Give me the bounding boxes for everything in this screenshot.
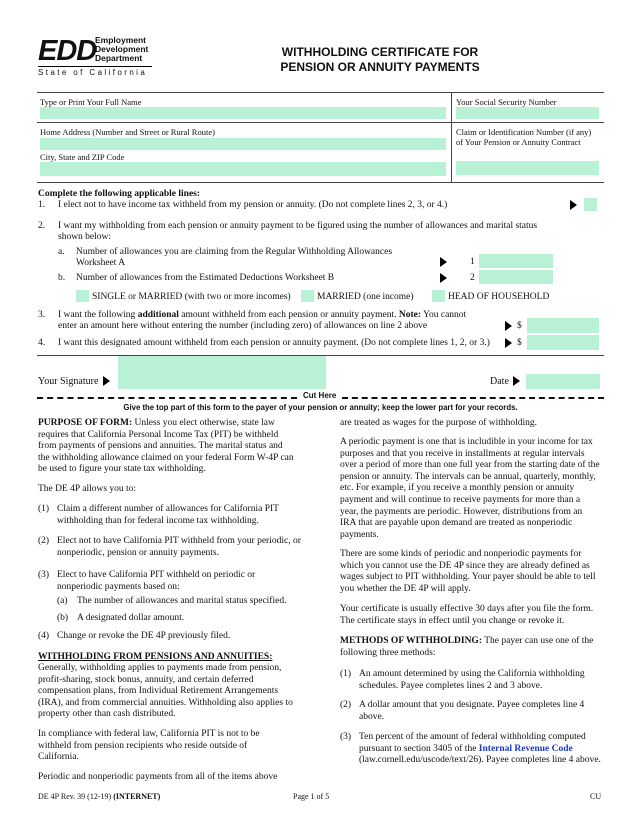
line-1-text: I elect not to have income tax withheld from my pension or annuity. (Do not complete lines 2, 3, or 4.)	[58, 200, 448, 210]
irc-link[interactable]: Internal Revenue Code	[478, 743, 573, 754]
ssn-label: Your Social Security Number	[456, 97, 557, 107]
line-3-additional: additional	[137, 310, 179, 320]
footer-code: CU	[590, 792, 602, 801]
date-label: Date	[490, 376, 509, 387]
item-3-number: (3)	[38, 570, 50, 580]
footer-form-id-text: DE 4P Rev. 39 (12-19)	[38, 792, 114, 801]
line-3-text-1	[58, 310, 466, 322]
line-4-amount-field[interactable]	[527, 335, 599, 350]
lines-heading: Complete the following applicable lines:	[38, 189, 201, 199]
footer-internet: (INTERNET)	[113, 792, 161, 801]
line-3-note: Note:	[398, 310, 422, 320]
footer-form-id	[38, 791, 160, 803]
city-label: City, State and ZIP Code	[40, 152, 125, 162]
edd-logo-rule	[38, 66, 152, 67]
allows-intro: The DE 4P allows you to:	[38, 484, 137, 494]
line-1-number: 1.	[38, 200, 46, 210]
withholding-heading: WITHHOLDING FROM PENSIONS AND ANNUITIES:	[38, 652, 273, 662]
method-2-text: A dollar amount that you designate. Payee completes line 4 above.	[359, 700, 585, 722]
line-3-mid: amount withheld from each pension or annuity payment.	[178, 310, 399, 320]
line-2a-letter: a.	[58, 247, 65, 257]
cut-here-label: Cut Here	[303, 391, 337, 400]
purpose-text: Unless you elect otherwise, state law requires that California Personal Income Tax (PIT) be withheld from payments of pensions and annuities. The marital status and the withholding allowance claimed on your federal Form W-4P can be used to figure your state tax withholding.	[38, 418, 294, 475]
method-3-number: (3)	[340, 732, 352, 742]
line-4-dollar: $	[517, 338, 522, 348]
line-2-text-2: shown below:	[58, 232, 112, 242]
grid-row-rule-1	[37, 122, 604, 123]
line-1-checkbox[interactable]	[584, 198, 597, 211]
line-2a-number: 1	[470, 257, 475, 267]
claim-field[interactable]	[456, 161, 599, 175]
ssn-field[interactable]	[456, 107, 599, 119]
date-arrow-icon	[513, 376, 520, 386]
line-2-text-1: I want my withholding from each pension or annuity payment to be figured using the number of allowances and marital status	[58, 221, 538, 231]
claim-label-1: Claim or Identification Number (if any)	[456, 127, 592, 137]
line-2b-arrow-icon	[440, 273, 447, 283]
status-single-checkbox[interactable]	[76, 290, 89, 302]
edd-dept-line-2: Development	[95, 44, 149, 54]
edd-state-line: State of California	[38, 68, 148, 77]
item-3-text: Elect to have California PIT withheld on periodic or nonperiodic payments based on:	[57, 570, 256, 592]
method-1-number: (1)	[340, 669, 352, 679]
status-married-label: MARRIED (one income)	[317, 292, 414, 302]
line-2a-allowances-field[interactable]	[479, 254, 553, 268]
cut-line-left	[37, 397, 297, 399]
line-4-text: I want this designated amount withheld from each pension or annuity payment. (Do not complete lines 1, 2, or 3.)	[58, 338, 490, 348]
purpose-heading: PURPOSE OF FORM:	[38, 418, 133, 428]
address-field[interactable]	[40, 138, 446, 150]
edd-dept-line-1: Employment	[95, 35, 147, 45]
methods-text: The payer can use one of the following three methods:	[340, 636, 594, 658]
line-2a-text-2: Worksheet A	[76, 258, 126, 268]
methods-paragraph	[340, 636, 602, 659]
city-field[interactable]	[40, 162, 446, 176]
status-single-label: SINGLE or MARRIED (with two or more incomes)	[92, 292, 291, 302]
edd-dept-line-3: Department	[95, 53, 143, 63]
grid-top-rule	[37, 92, 604, 93]
status-hoh-label: HEAD OF HOUSEHOLD	[448, 292, 550, 302]
grid-divider	[451, 92, 452, 182]
line-2b-text: Number of allowances from the Estimated Deductions Worksheet B	[76, 273, 335, 283]
line-3-arrow-icon	[505, 321, 512, 331]
status-married-checkbox[interactable]	[301, 290, 314, 302]
kinds-text: There are some kinds of periodic and nonperiodic payments for which you cannot use the DE 4P since they are already defined as wages subject to PIT withholding. Your payer should be able to tell you whether the DE 4P will apply.	[340, 549, 596, 594]
line-4-arrow-icon	[505, 338, 512, 348]
item-3a-letter: (a)	[57, 596, 68, 606]
method-3-pre: Ten percent of the amount of federal withholding computed pursuant to section 3405 of the	[359, 732, 586, 754]
signature-arrow-icon	[103, 376, 110, 386]
withholding-text: Generally, withholding applies to payments made from pension, profit-sharing, stock bonus, annuity, and certain deferred compensation plans, from Individual Retirement Arrangements (IRA), and from commercial annuities. Withholding also applies to property other than cash distributed.	[38, 663, 293, 720]
claim-label-2: of Your Pension or Annuity Contract	[456, 137, 581, 147]
method-3-text	[359, 732, 604, 767]
signature-field[interactable]	[118, 356, 326, 389]
line-3-post: You cannot	[421, 310, 467, 320]
form-title-line-2: PENSION OR ANNUITY PAYMENTS	[280, 60, 480, 74]
line-2a-text-1: Number of allowances you are claiming from the Regular Withholding Allowances	[76, 247, 393, 257]
line-3-number: 3.	[38, 310, 46, 320]
item-4-number: (4)	[38, 631, 50, 641]
effective-text: Your certificate is usually effective 30 days after you file the form. The certificate stays in effect until you change or revoke it.	[340, 604, 594, 626]
footer-page-number: Page 1 of 5	[293, 792, 330, 801]
cut-line-right	[342, 397, 604, 399]
item-3b-letter: (b)	[57, 613, 69, 623]
methods-heading: METHODS OF WITHHOLDING:	[340, 636, 482, 646]
periodic-text: Periodic and nonperiodic payments from all of the items above	[38, 772, 278, 782]
signature-label: Your Signature	[38, 376, 99, 387]
line-1-arrow-icon	[570, 200, 577, 210]
name-field[interactable]	[40, 107, 446, 119]
line-2-number: 2.	[38, 221, 46, 231]
line-2b-letter: b.	[58, 273, 66, 283]
name-label: Type or Print Your Full Name	[40, 97, 142, 107]
periodic-definition: A periodic payment is one that is includible in your income for tax purposes and that you receive in installments at regular intervals over a period of more than one full year from the starting date of the pension or annuity. The intervals can be annual, quarterly, monthly, etc. For example, if you receive a monthly pension or annuity payment and will continue to receive payments for more than a year, the payments are periodic. However, distributions from an IRA that are payable upon demand are treated as nonperiodic payments.	[340, 437, 600, 540]
edd-logo-mark: EDD	[38, 35, 97, 67]
item-1-number: (1)	[38, 504, 50, 514]
grid-bottom-rule	[37, 182, 604, 183]
line-4-number: 4.	[38, 338, 46, 348]
edd-logo	[38, 36, 158, 80]
wages-text: are treated as wages for the purpose of withholding.	[340, 418, 538, 428]
item-1-text: Claim a different number of allowances for California PIT withholding than for federal income tax withholding.	[57, 504, 279, 526]
address-label: Home Address (Number and Street or Rural Route)	[40, 127, 215, 137]
method-1-text: An amount determined by using the California withholding schedules. Payee completes lines 2 and 3 above.	[359, 669, 585, 691]
item-3b-text: A designated dollar amount.	[77, 613, 185, 623]
method-2-number: (2)	[340, 700, 352, 710]
form-title-line-1: WITHHOLDING CERTIFICATE FOR	[281, 45, 479, 59]
line-3-pre: I want the following	[58, 310, 138, 320]
purpose-paragraph	[38, 418, 296, 476]
item-2-number: (2)	[38, 536, 50, 546]
line-3-text-2: enter an amount here without entering the number (including zero) of allowances on line 2 above	[58, 321, 428, 331]
line-2b-allowances-field[interactable]	[479, 270, 553, 284]
status-hoh-checkbox[interactable]	[432, 290, 445, 302]
line-2a-arrow-icon	[440, 257, 447, 267]
cut-instruction: Give the top part of this form to the payer of your pension or annuity; keep the lower part for your records.	[123, 403, 518, 412]
date-field[interactable]	[526, 374, 600, 389]
item-3a-text: The number of allowances and marital status specified.	[77, 596, 287, 606]
item-2-text: Elect not to have California PIT withheld from your periodic, or nonperiodic, pension or annuity payments.	[57, 536, 301, 558]
line-3-amount-field[interactable]	[527, 318, 599, 333]
line-2b-number: 2	[470, 273, 475, 283]
line-3-dollar: $	[517, 321, 522, 331]
item-4-text: Change or revoke the DE 4P previously filed.	[57, 631, 231, 641]
compliance-text: In compliance with federal law, California PIT is not to be withheld from pension recipients who reside outside of California.	[38, 729, 260, 763]
method-3-post: (law.cornell.edu/uscode/text/26). Payee completes line 4 above.	[359, 755, 601, 766]
